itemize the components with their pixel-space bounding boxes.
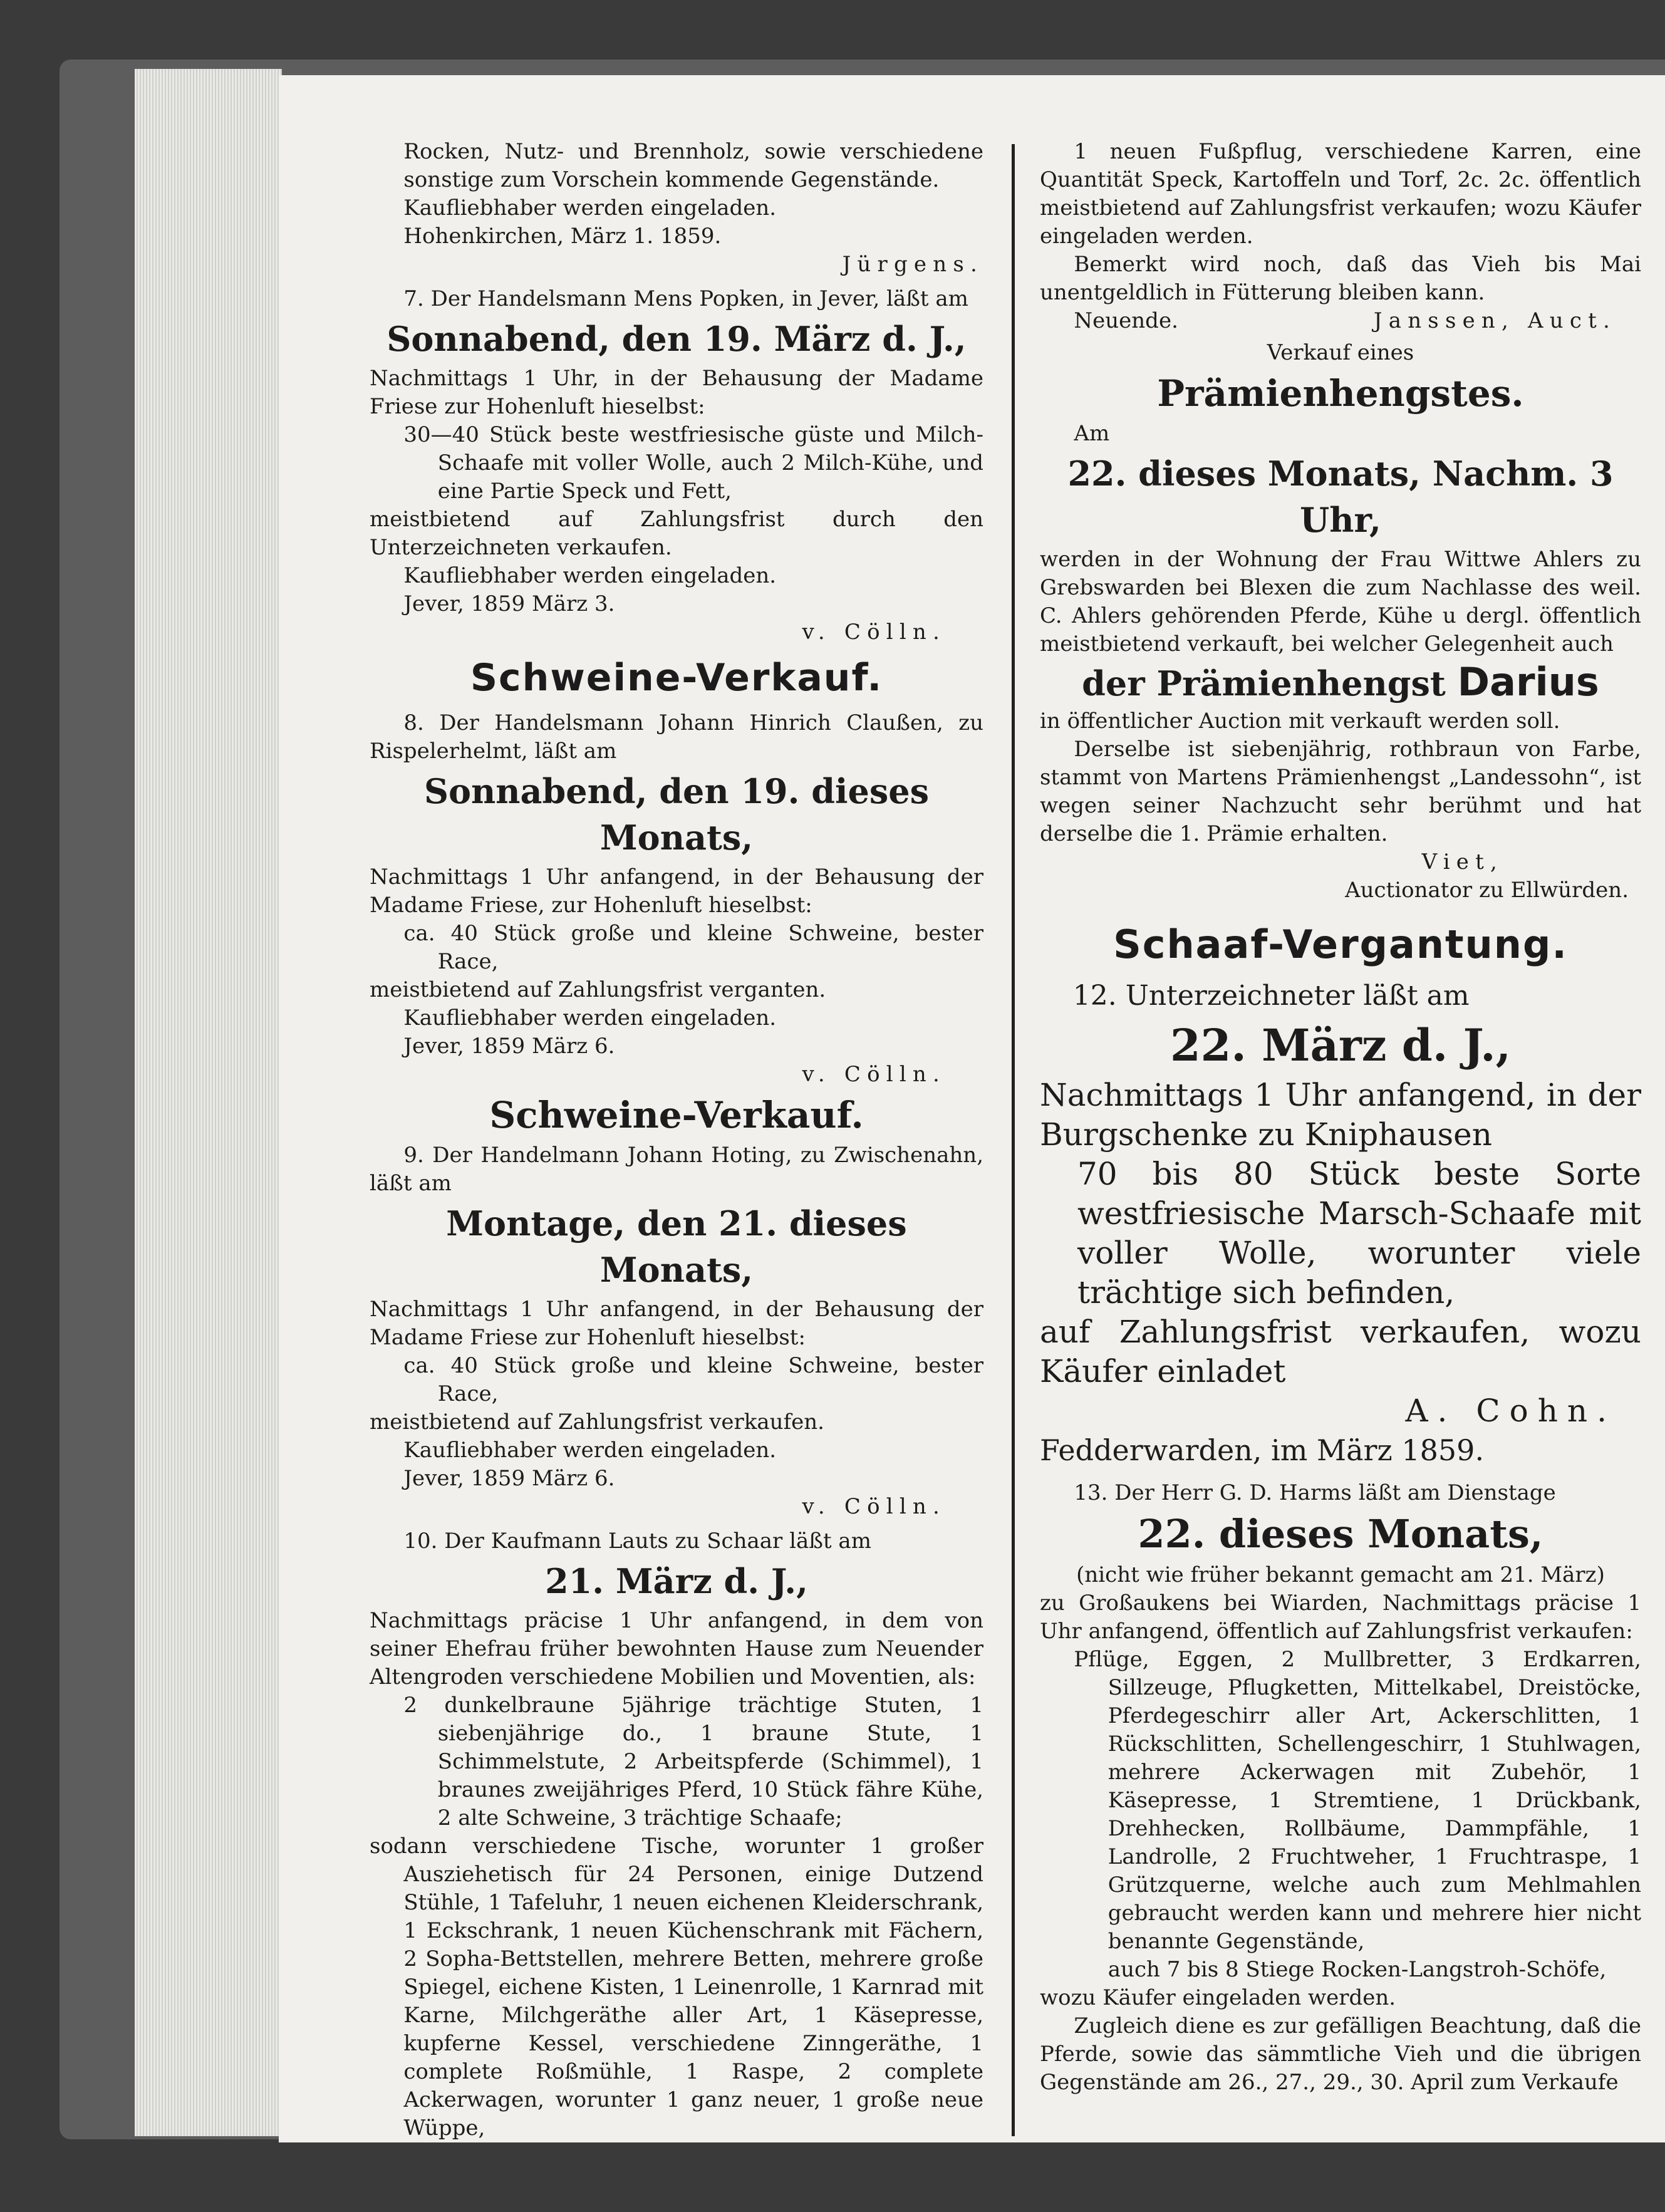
ad-terms: meistbietend auf Zahlungsfrist durch den Unterzeichneten verkaufen. [370,507,983,560]
page-edges [135,69,282,2136]
ad-time: zu Großaukens bei Wiarden, Nachmittags präcise 1 Uhr anfangend, öffentlich auf Zahlungsfrist verkaufen: [1040,1591,1641,1644]
text-block: Zugleich diene es zur gefälligen Beachtung, daß die Pferde, sowie das sämmtliche Vieh und die übrigen Gegenstände am 26., 27., 29., 30. April zum Verkaufe [1040,2013,1641,2095]
text-line: Am [1074,421,1110,446]
stallion-name: Darius [1457,659,1599,705]
ad-time: Nachmittags 1 Uhr anfangend, in der Behausung der Madame Friese, zur Hohenluft hieselbst: [370,865,983,918]
subheading: Verkauf eines [1267,340,1414,365]
text-line: Kaufliebhaber werden eingeladen. [403,195,777,221]
column-divider [1012,144,1015,2136]
ad-intro: 10. Der Kaufmann Lauts zu Schaar läßt am [403,1529,871,1554]
ad-place: Jever, 1859 März 6. [403,1034,615,1059]
ad-intro: 13. Der Herr G. D. Harms läßt am Dienstage [1074,1480,1556,1505]
ad-date: 22. dieses Monats, Nachm. 3 Uhr, [1067,454,1614,540]
ad-invite: Kaufliebhaber werden eingeladen. [403,1005,777,1031]
signature: A. Cohn. [1405,1393,1616,1429]
heading-schweine-verkauf: Schweine-Verkauf. [489,1094,864,1136]
ad-invite: Kaufliebhaber werden eingeladen. [403,1438,777,1463]
ad-intro: 9. Der Handelmann Johann Hoting, zu Zwischenahn, läßt am [370,1143,983,1196]
text-block: Bemerkt wird noch, daß das Vieh bis Mai unentgeldlich in Fütterung bleiben kann. [1040,252,1641,305]
ad-time: Nachmittags 1 Uhr, in der Behausung der Madame Friese zur Hohenluft hieselbst: [370,366,983,419]
ad-invite: Kaufliebhaber werden eingeladen. [403,563,777,588]
ad-place: Jever, 1859 März 6. [403,1466,615,1491]
signature: Janssen, Auct. [1373,308,1616,333]
text-line: in öffentlicher Auction mit verkauft werden soll. [1040,709,1560,734]
ad-item: 70 bis 80 Stück beste Sorte westfriesische Marsch-Schaafe mit voller Wolle, worunter viele trächtige sich befinden, [1077,1156,1641,1311]
ad-terms: auf Zahlungsfrist verkaufen, wozu Käufer einladet [1040,1314,1641,1389]
stallion-line [1040,658,1641,707]
text-block: werden in der Wohnung der Frau Wittwe Ahlers zu Grebswarden bei Blexen die zum Nachlasse des weil. C. Ahlers gehörenden Pferde, Kühe u dergl. öffentlich meistbietend verkauft, bei welcher Gelegenheit auch [1040,547,1641,657]
right-column [1040,138,1641,2097]
signature: Viet, [1421,849,1503,875]
text-line: Hohenkirchen, März 1. 1859. [403,224,722,249]
signature: v. Cölln. [802,1062,946,1087]
ad-item: ca. 40 Stück große und kleine Schweine, bester Race, [403,921,983,974]
ad-date: Sonnabend, den 19. März d. J., [386,319,967,359]
place-date: Fedderwarden, im März 1859. [1040,1433,1485,1467]
ad-terms: meistbietend auf Zahlungsfrist verganten. [370,977,826,1002]
ad-items-more: sodann verschiedene Tische, worunter 1 großer Ausziehetisch für 24 Personen, einige Dutzend Stühle, 1 Tafeluhr, 1 neuen eichenen Kleiderschrank, 1 Eckschrank, 1 neuen Küchenschrank mit Fächern, 2 Sopha-Bettstellen, mehrere Betten, mehrere große Spiegel, eichene Kisten, 1 Leinenrolle, 1 Karnrad mit Karne, Milchgeräthe aller Art, 1 Käsepresse, kupferne Kessel, verschiedene Zinngeräthe, 1 complete Roßmühle, 1 Raspe, 2 complete Ackerwagen, worunter 1 ganz neuer, 1 große neue Wüppe, [370,1834,983,2141]
place-signature-line [1040,307,1641,335]
stallion-label: der Prämienhengst [1082,663,1446,704]
ad-date: 22. dieses Monats, [1138,1511,1543,1557]
ad-place: Jever, 1859 März 3. [403,591,615,616]
ad-date: 22. März d. J., [1170,1019,1512,1071]
ad-items: Pflüge, Eggen, 2 Mullbretter, 3 Erdkarren, Sillzeuge, Pflugketten, Mittelkabel, Dreistöcke, Pferdegeschirr aller Art, Ackerschlitten, 1 Rückschlitten, Schellengeschirr, 1 Stuhlwagen, mehrere Ackerwagen mit Zubehör, 1 Käsepresse, 1 Stremtiene, 1 Drückbank, Drehhecken, Rollbäume, Dammpfähle, 1 Landrolle, 2 Fruchtweher, 1 Fruchtraspe, 1 Grützquerne, welche auch zum Mehlmahlen gebraucht werden kann und mehrere hier nicht benannte Gegenstände, [1074,1647,1641,1954]
ad-time: Nachmittags 1 Uhr anfangend, in der Behausung der Madame Friese zur Hohenluft hieselbst: [370,1297,983,1350]
heading-schweine-verkauf: Schweine-Verkauf. [470,656,883,700]
ad-time: Nachmittags präcise 1 Uhr anfangend, in dem von seiner Ehefrau früher bewohnten Hause zum Neuender Altengroden verschiedene Mobilien und Moventien, als: [370,1608,983,1690]
heading-schaaf-vergantung: Schaaf-Vergantung. [1113,922,1568,967]
ad-intro: 12. Unterzeichneter läßt am [1072,980,1470,1012]
signature: v. Cölln. [802,1494,946,1519]
ad-item: auch 7 bis 8 Stiege Rocken-Langstroh-Schöfe, [1107,1957,1607,1982]
ad-items: 2 dunkelbraune 5jährige trächtige Stuten, 1 siebenjährige do., 1 braune Stute, 1 Schimmelstute, 2 Arbeitspferde (Schimmel), 1 braunes zweijähriges Pferd, 10 Stück fähre Kühe, 2 alte Schweine, 3 trächtige Schaafe; [403,1693,983,1830]
ad-date: Montage, den 21. dieses Monats, [446,1203,907,1290]
place: Neuende. [1074,308,1178,333]
ad-time: Nachmittags 1 Uhr anfangend, in der Burgschenke zu Kniphausen [1040,1077,1641,1153]
heading-praemienhengst: Prämienhengstes. [1157,372,1524,415]
left-column [370,138,983,2142]
signature: Jürgens. [842,252,983,277]
signature-title: Auctionator zu Ellwürden. [1345,878,1629,903]
ad-intro: 8. Der Handelsmann Johann Hinrich Claußen, zu Rispelerhelmt, läßt am [370,710,983,764]
text-block: Rocken, Nutz- und Brennholz, sowie verschiedene sonstige zum Vorschein kommende Gegenstände. [403,139,983,192]
ad-terms: meistbietend auf Zahlungsfrist verkaufen. [370,1410,824,1435]
ad-item: ca. 40 Stück große und kleine Schweine, bester Race, [403,1353,983,1406]
text-block: 1 neuen Fußpflug, verschiedene Karren, eine Quantität Speck, Kartoffeln und Torf, 2c. 2c. öffentlich meistbietend auf Zahlungsfrist verkaufen; wozu Käufer eingeladen werden. [1040,139,1641,249]
ad-item: 30—40 Stück beste westfriesische güste und Milch-Schaafe mit voller Wolle, auch 2 Milch-Kühe, und eine Partie Speck und Fett, [403,422,983,504]
ad-intro: 7. Der Handelsmann Mens Popken, in Jever, läßt am [403,286,968,311]
ad-invite: wozu Käufer eingeladen werden. [1040,1985,1396,2010]
ad-date: Sonnabend, den 19. dieses Monats, [424,771,929,858]
correction-note: (nicht wie früher bekannt gemacht am 21. März) [1076,1562,1605,1587]
ad-date: 21. März d. J., [545,1561,808,1601]
text-block: Derselbe ist siebenjährig, rothbraun von Farbe, stammt von Martens Prämienhengst „Landessohn“, ist wegen seiner Nachzucht sehr berühmt und hat derselbe die 1. Prämie erhalten. [1040,737,1641,846]
signature: v. Cölln. [802,620,946,645]
